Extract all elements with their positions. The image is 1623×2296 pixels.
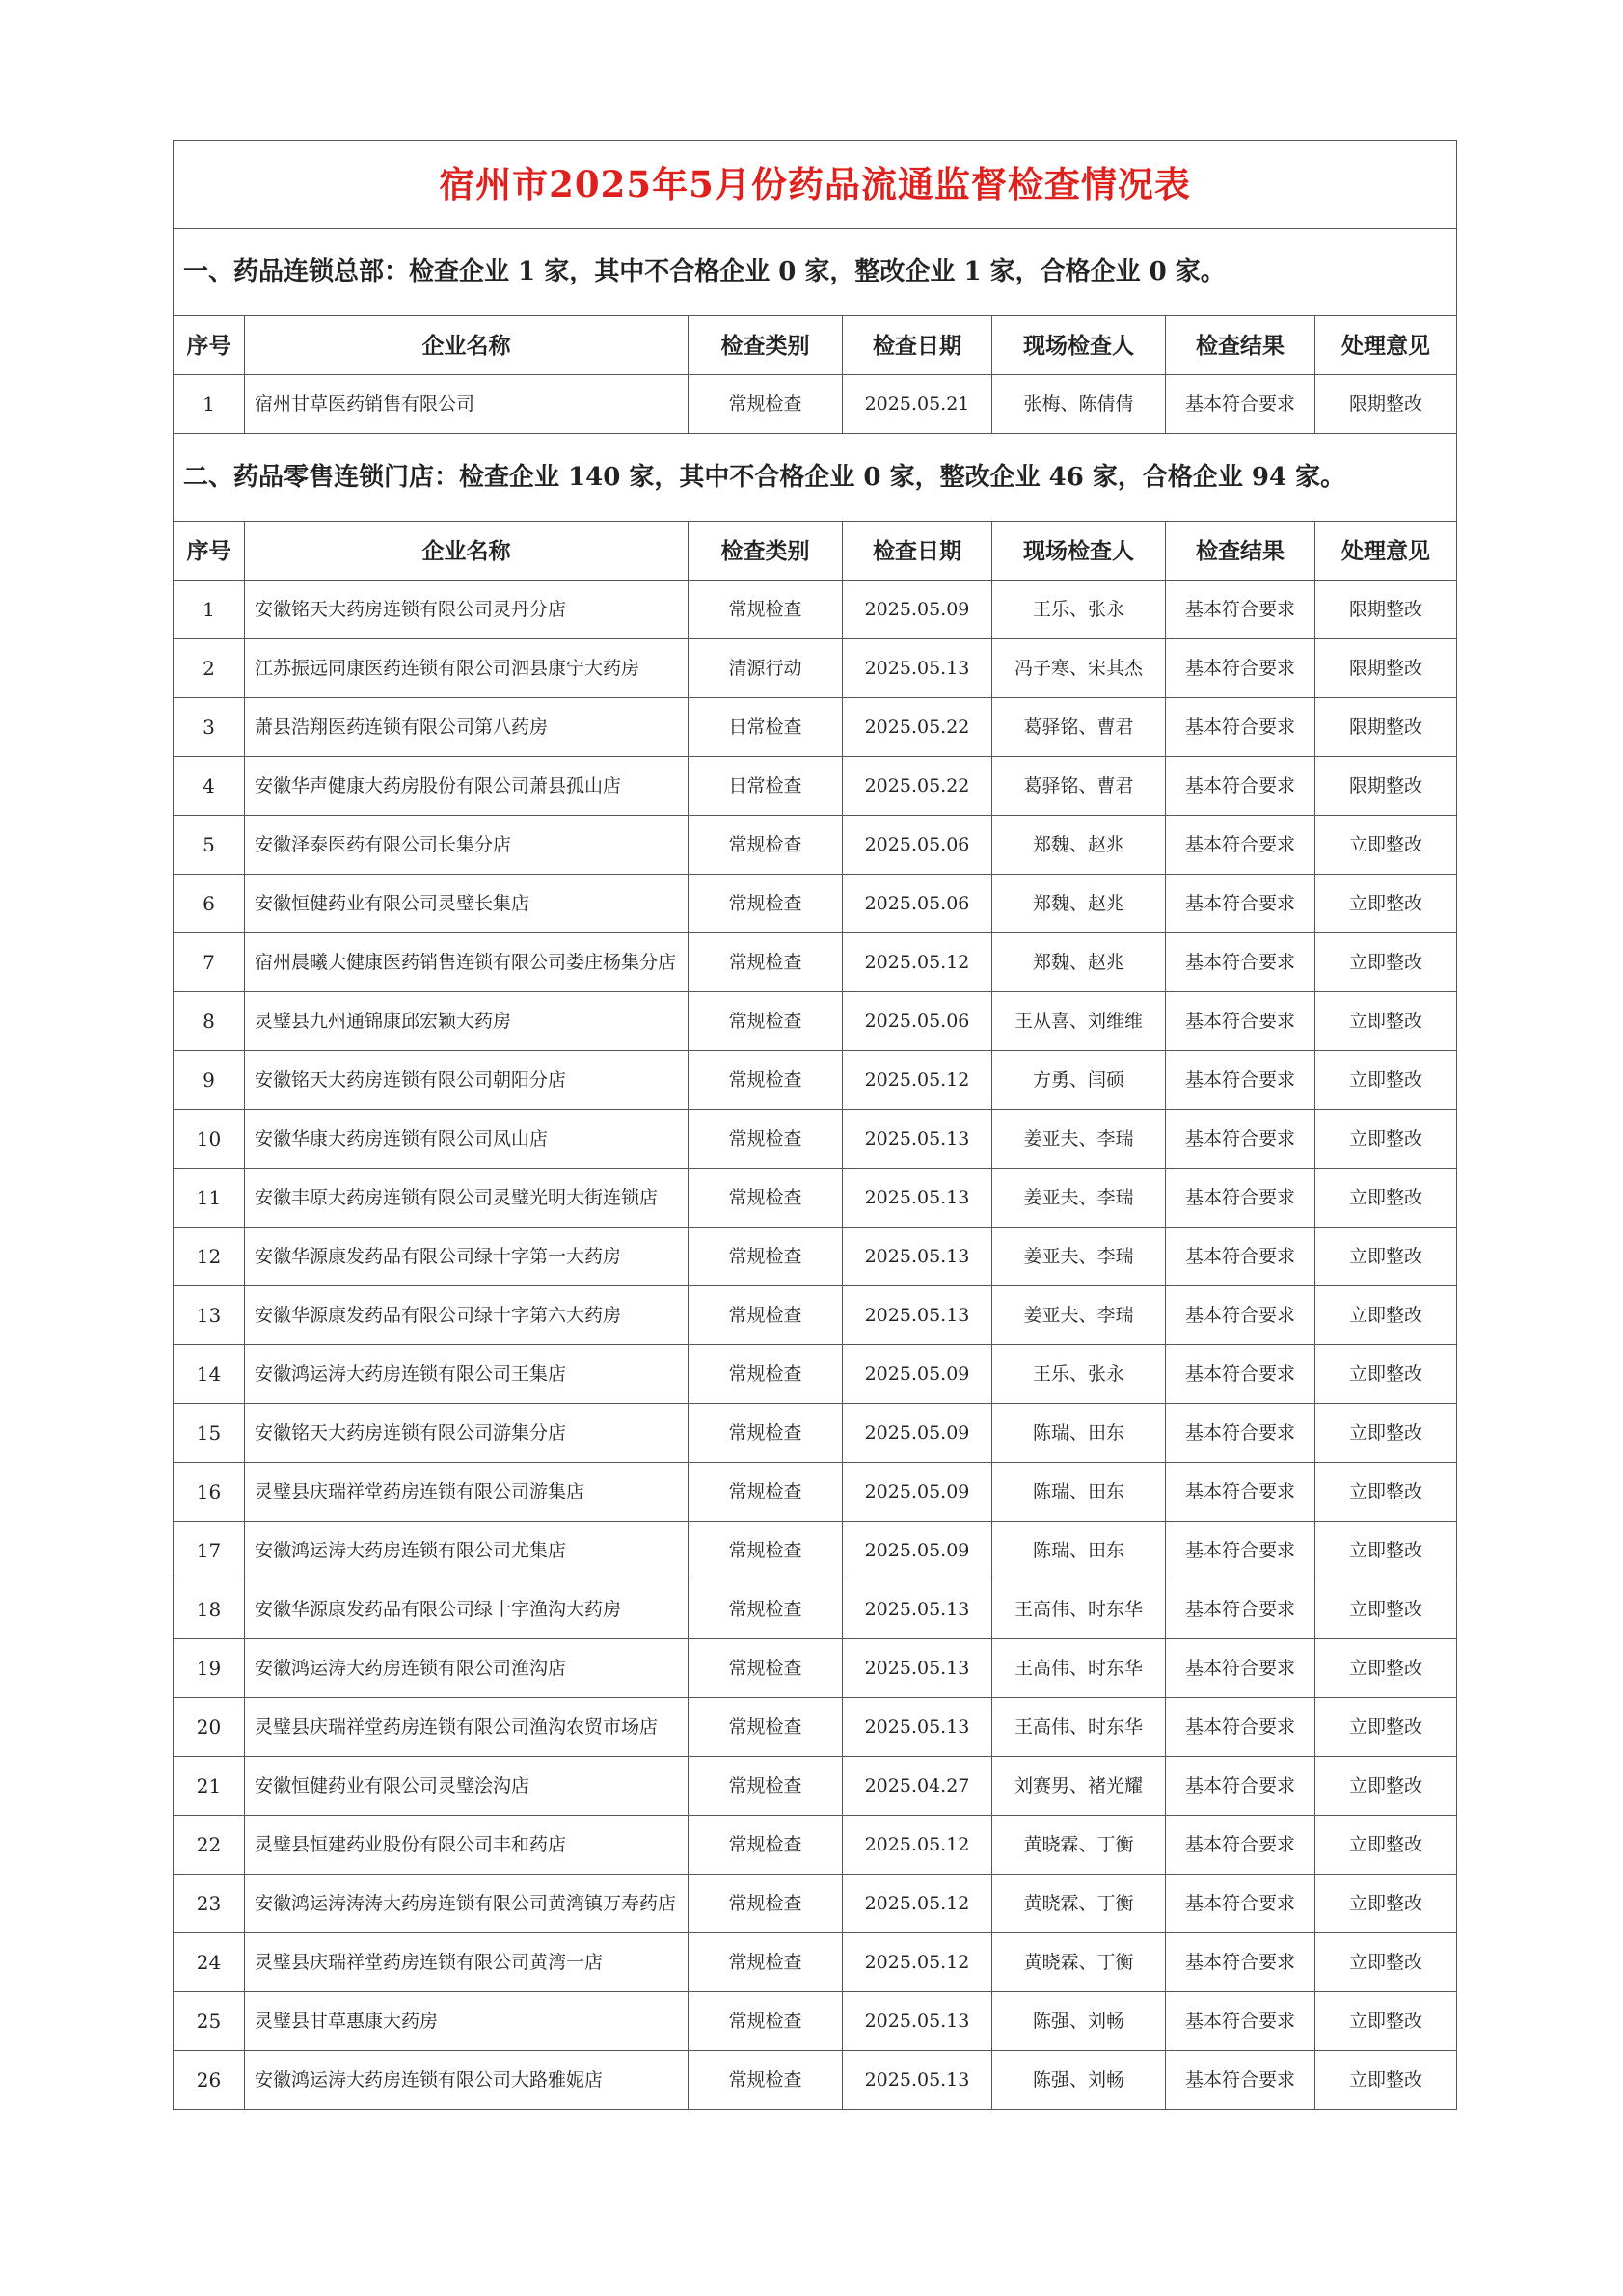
col-action: 限期整改: [1315, 698, 1457, 757]
table-row: [174, 1698, 1457, 1757]
col-inspector: 陈瑞、田东: [992, 1404, 1166, 1463]
section-heading: 一、药品连锁总部：检查企业 1 家，其中不合格企业 0 家，整改企业 1 家，合格企业 0 家。: [174, 229, 1457, 316]
col-result: 基本符合要求: [1166, 698, 1315, 757]
col-seq: 11: [174, 1169, 245, 1228]
col-seq: 1: [174, 581, 245, 639]
col-type: 日常检查: [689, 757, 843, 816]
col-type: 常规检查: [689, 1286, 843, 1345]
col-action: 限期整改: [1315, 757, 1457, 816]
col-action: 立即整改: [1315, 1051, 1457, 1110]
col-result: 基本符合要求: [1166, 581, 1315, 639]
col-company: 安徽鸿运涛大药房连锁有限公司尤集店: [245, 1522, 689, 1580]
table-row: [174, 1286, 1457, 1345]
col-result: 基本符合要求: [1166, 816, 1315, 875]
col-type: 常规检查: [689, 1463, 843, 1522]
col-result: 基本符合要求: [1166, 1463, 1315, 1522]
col-company: 安徽恒健药业有限公司灵璧浍沟店: [245, 1757, 689, 1816]
col-inspector: 陈强、刘畅: [992, 1992, 1166, 2051]
col-type: 常规检查: [689, 1992, 843, 2051]
table-row: [174, 1757, 1457, 1816]
col-inspector: 王从喜、刘维维: [992, 992, 1166, 1051]
table-row: [174, 1816, 1457, 1875]
col-action: 限期整改: [1315, 581, 1457, 639]
col-result: 基本符合要求: [1166, 1051, 1315, 1110]
col-seq: 25: [174, 1992, 245, 2051]
column-header: 序号: [174, 316, 245, 375]
col-action: 立即整改: [1315, 1816, 1457, 1875]
column-header: 处理意见: [1315, 522, 1457, 581]
col-inspector: 黄晓霖、丁衡: [992, 1875, 1166, 1933]
col-action: 立即整改: [1315, 1169, 1457, 1228]
col-action: 立即整改: [1315, 2051, 1457, 2110]
col-action: 立即整改: [1315, 1698, 1457, 1757]
col-action: 立即整改: [1315, 875, 1457, 933]
col-type: 常规检查: [689, 1169, 843, 1228]
col-action: 立即整改: [1315, 1522, 1457, 1580]
header-row: [174, 316, 1457, 375]
table-row: [174, 1933, 1457, 1992]
col-date: 2025.05.12: [843, 1933, 992, 1992]
col-type: 日常检查: [689, 698, 843, 757]
col-company: 灵璧县庆瑞祥堂药房连锁有限公司黄湾一店: [245, 1933, 689, 1992]
col-date: 2025.05.13: [843, 1639, 992, 1698]
col-seq: 12: [174, 1228, 245, 1286]
col-action: 立即整改: [1315, 1228, 1457, 1286]
col-type: 常规检查: [689, 1816, 843, 1875]
col-company: 江苏振远同康医药连锁有限公司泗县康宁大药房: [245, 639, 689, 698]
col-date: 2025.05.22: [843, 757, 992, 816]
col-action: 立即整改: [1315, 1875, 1457, 1933]
col-action: 立即整改: [1315, 1286, 1457, 1345]
col-inspector: 姜亚夫、李瑞: [992, 1228, 1166, 1286]
col-type: 常规检查: [689, 992, 843, 1051]
col-seq: 23: [174, 1875, 245, 1933]
col-seq: 16: [174, 1463, 245, 1522]
col-result: 基本符合要求: [1166, 1286, 1315, 1345]
col-result: 基本符合要求: [1166, 757, 1315, 816]
col-date: 2025.05.13: [843, 1698, 992, 1757]
col-date: 2025.05.09: [843, 581, 992, 639]
col-seq: 10: [174, 1110, 245, 1169]
table-row: [174, 1639, 1457, 1698]
col-inspector: 郑魏、赵兆: [992, 933, 1166, 992]
column-header: 检查类别: [689, 522, 843, 581]
col-inspector: 王乐、张永: [992, 1345, 1166, 1404]
column-header: 检查日期: [843, 522, 992, 581]
col-company: 灵璧县九州通锦康邱宏颖大药房: [245, 992, 689, 1051]
section-row: [174, 229, 1457, 316]
title-row: [174, 141, 1457, 229]
section-row: [174, 434, 1457, 522]
col-seq: 9: [174, 1051, 245, 1110]
col-date: 2025.05.09: [843, 1463, 992, 1522]
col-result: 基本符合要求: [1166, 992, 1315, 1051]
col-result: 基本符合要求: [1166, 375, 1315, 434]
col-result: 基本符合要求: [1166, 1110, 1315, 1169]
col-company: 安徽铭天大药房连锁有限公司灵丹分店: [245, 581, 689, 639]
col-inspector: 王高伟、时东华: [992, 1639, 1166, 1698]
col-company: 安徽铭天大药房连锁有限公司游集分店: [245, 1404, 689, 1463]
col-company: 安徽华源康发药品有限公司绿十字第六大药房: [245, 1286, 689, 1345]
column-header: 检查结果: [1166, 316, 1315, 375]
col-date: 2025.05.12: [843, 933, 992, 992]
col-seq: 15: [174, 1404, 245, 1463]
column-header: 处理意见: [1315, 316, 1457, 375]
col-seq: 5: [174, 816, 245, 875]
col-date: 2025.05.13: [843, 2051, 992, 2110]
col-result: 基本符合要求: [1166, 1992, 1315, 2051]
col-company: 安徽泽泰医药有限公司长集分店: [245, 816, 689, 875]
col-action: 立即整改: [1315, 816, 1457, 875]
inspection-table: [173, 140, 1457, 2110]
col-result: 基本符合要求: [1166, 1639, 1315, 1698]
col-type: 常规检查: [689, 875, 843, 933]
col-type: 常规检查: [689, 1757, 843, 1816]
col-date: 2025.05.06: [843, 875, 992, 933]
table-row: [174, 933, 1457, 992]
col-inspector: 葛驿铭、曹君: [992, 757, 1166, 816]
col-seq: 2: [174, 639, 245, 698]
col-result: 基本符合要求: [1166, 933, 1315, 992]
table-row: [174, 1404, 1457, 1463]
col-action: 立即整改: [1315, 1345, 1457, 1404]
col-type: 常规检查: [689, 1110, 843, 1169]
table-row: [174, 1228, 1457, 1286]
col-date: 2025.05.13: [843, 639, 992, 698]
col-date: 2025.05.12: [843, 1051, 992, 1110]
table-row: [174, 1875, 1457, 1933]
col-company: 安徽华声健康大药房股份有限公司萧县孤山店: [245, 757, 689, 816]
col-company: 灵璧县庆瑞祥堂药房连锁有限公司渔沟农贸市场店: [245, 1698, 689, 1757]
col-seq: 19: [174, 1639, 245, 1698]
col-result: 基本符合要求: [1166, 1757, 1315, 1816]
col-action: 立即整改: [1315, 933, 1457, 992]
col-company: 宿州甘草医药销售有限公司: [245, 375, 689, 434]
column-header: 现场检查人: [992, 316, 1166, 375]
col-inspector: 陈瑞、田东: [992, 1463, 1166, 1522]
col-result: 基本符合要求: [1166, 1580, 1315, 1639]
col-seq: 8: [174, 992, 245, 1051]
col-seq: 22: [174, 1816, 245, 1875]
col-action: 立即整改: [1315, 1992, 1457, 2051]
col-seq: 17: [174, 1522, 245, 1580]
col-seq: 24: [174, 1933, 245, 1992]
col-company: 安徽鸿运涛涛涛大药房连锁有限公司黄湾镇万寿药店: [245, 1875, 689, 1933]
col-action: 立即整改: [1315, 992, 1457, 1051]
col-result: 基本符合要求: [1166, 2051, 1315, 2110]
col-type: 常规检查: [689, 1404, 843, 1463]
col-date: 2025.04.27: [843, 1757, 992, 1816]
column-header: 企业名称: [245, 522, 689, 581]
column-header: 企业名称: [245, 316, 689, 375]
col-result: 基本符合要求: [1166, 639, 1315, 698]
col-type: 常规检查: [689, 1522, 843, 1580]
col-type: 常规检查: [689, 1228, 843, 1286]
col-company: 安徽华源康发药品有限公司绿十字渔沟大药房: [245, 1580, 689, 1639]
col-type: 常规检查: [689, 1933, 843, 1992]
col-action: 立即整改: [1315, 1404, 1457, 1463]
table-row: [174, 375, 1457, 434]
page-title: 宿州市2025年5月份药品流通监督检查情况表: [174, 141, 1457, 229]
col-type: 常规检查: [689, 1345, 843, 1404]
header-row: [174, 522, 1457, 581]
col-type: 常规检查: [689, 1639, 843, 1698]
col-type: 常规检查: [689, 1580, 843, 1639]
table-row: [174, 816, 1457, 875]
col-company: 安徽鸿运涛大药房连锁有限公司大路雅妮店: [245, 2051, 689, 2110]
column-header: 检查结果: [1166, 522, 1315, 581]
table-row: [174, 757, 1457, 816]
col-seq: 21: [174, 1757, 245, 1816]
col-seq: 7: [174, 933, 245, 992]
col-company: 安徽丰原大药房连锁有限公司灵璧光明大街连锁店: [245, 1169, 689, 1228]
col-result: 基本符合要求: [1166, 1228, 1315, 1286]
col-type: 常规检查: [689, 1698, 843, 1757]
col-inspector: 王乐、张永: [992, 581, 1166, 639]
col-company: 灵璧县甘草惠康大药房: [245, 1992, 689, 2051]
col-company: 灵璧县庆瑞祥堂药房连锁有限公司游集店: [245, 1463, 689, 1522]
col-company: 安徽华康大药房连锁有限公司凤山店: [245, 1110, 689, 1169]
table-row: [174, 1992, 1457, 2051]
table-row: [174, 2051, 1457, 2110]
col-company: 安徽鸿运涛大药房连锁有限公司渔沟店: [245, 1639, 689, 1698]
col-company: 安徽恒健药业有限公司灵璧长集店: [245, 875, 689, 933]
col-date: 2025.05.13: [843, 1228, 992, 1286]
col-company: 宿州晨曦大健康医药销售连锁有限公司娄庄杨集分店: [245, 933, 689, 992]
col-company: 安徽铭天大药房连锁有限公司朝阳分店: [245, 1051, 689, 1110]
col-action: 立即整改: [1315, 1463, 1457, 1522]
table-row: [174, 1522, 1457, 1580]
col-inspector: 黄晓霖、丁衡: [992, 1933, 1166, 1992]
col-date: 2025.05.09: [843, 1404, 992, 1463]
column-header: 检查类别: [689, 316, 843, 375]
col-seq: 3: [174, 698, 245, 757]
col-date: 2025.05.13: [843, 1286, 992, 1345]
table-row: [174, 1051, 1457, 1110]
column-header: 现场检查人: [992, 522, 1166, 581]
col-result: 基本符合要求: [1166, 1522, 1315, 1580]
table-row: [174, 1580, 1457, 1639]
col-inspector: 郑魏、赵兆: [992, 816, 1166, 875]
col-inspector: 王高伟、时东华: [992, 1698, 1166, 1757]
col-result: 基本符合要求: [1166, 1345, 1315, 1404]
col-inspector: 冯子寒、宋其杰: [992, 639, 1166, 698]
col-action: 限期整改: [1315, 375, 1457, 434]
col-type: 清源行动: [689, 639, 843, 698]
col-type: 常规检查: [689, 933, 843, 992]
table-row: [174, 992, 1457, 1051]
col-seq: 14: [174, 1345, 245, 1404]
col-action: 限期整改: [1315, 639, 1457, 698]
col-result: 基本符合要求: [1166, 1404, 1315, 1463]
col-date: 2025.05.12: [843, 1875, 992, 1933]
col-date: 2025.05.13: [843, 1992, 992, 2051]
col-date: 2025.05.06: [843, 816, 992, 875]
col-action: 立即整改: [1315, 1639, 1457, 1698]
table-row: [174, 639, 1457, 698]
col-date: 2025.05.13: [843, 1110, 992, 1169]
col-inspector: 王高伟、时东华: [992, 1580, 1166, 1639]
col-date: 2025.05.22: [843, 698, 992, 757]
table-row: [174, 875, 1457, 933]
col-result: 基本符合要求: [1166, 875, 1315, 933]
table-row: [174, 581, 1457, 639]
section-heading: 二、药品零售连锁门店：检查企业 140 家，其中不合格企业 0 家，整改企业 46 家，合格企业 94 家。: [174, 434, 1457, 522]
col-date: 2025.05.13: [843, 1169, 992, 1228]
table-row: [174, 1463, 1457, 1522]
col-result: 基本符合要求: [1166, 1875, 1315, 1933]
col-result: 基本符合要求: [1166, 1933, 1315, 1992]
table-row: [174, 1110, 1457, 1169]
col-type: 常规检查: [689, 1875, 843, 1933]
col-result: 基本符合要求: [1166, 1816, 1315, 1875]
col-inspector: 刘赛男、褚光耀: [992, 1757, 1166, 1816]
col-action: 立即整改: [1315, 1110, 1457, 1169]
col-date: 2025.05.21: [843, 375, 992, 434]
table-row: [174, 698, 1457, 757]
col-inspector: 方勇、闫硕: [992, 1051, 1166, 1110]
col-action: 立即整改: [1315, 1757, 1457, 1816]
col-date: 2025.05.09: [843, 1522, 992, 1580]
table-row: [174, 1345, 1457, 1404]
col-inspector: 陈瑞、田东: [992, 1522, 1166, 1580]
col-type: 常规检查: [689, 2051, 843, 2110]
table-row: [174, 1169, 1457, 1228]
col-type: 常规检查: [689, 375, 843, 434]
col-company: 灵璧县恒建药业股份有限公司丰和药店: [245, 1816, 689, 1875]
col-seq: 26: [174, 2051, 245, 2110]
col-inspector: 姜亚夫、李瑞: [992, 1169, 1166, 1228]
col-seq: 4: [174, 757, 245, 816]
col-type: 常规检查: [689, 581, 843, 639]
col-inspector: 黄晓霖、丁衡: [992, 1816, 1166, 1875]
col-date: 2025.05.06: [843, 992, 992, 1051]
col-date: 2025.05.09: [843, 1345, 992, 1404]
col-company: 萧县浩翔医药连锁有限公司第八药房: [245, 698, 689, 757]
col-inspector: 姜亚夫、李瑞: [992, 1286, 1166, 1345]
col-company: 安徽鸿运涛大药房连锁有限公司王集店: [245, 1345, 689, 1404]
col-date: 2025.05.12: [843, 1816, 992, 1875]
col-seq: 18: [174, 1580, 245, 1639]
col-inspector: 郑魏、赵兆: [992, 875, 1166, 933]
col-seq: 20: [174, 1698, 245, 1757]
col-inspector: 姜亚夫、李瑞: [992, 1110, 1166, 1169]
col-seq: 1: [174, 375, 245, 434]
col-type: 常规检查: [689, 1051, 843, 1110]
col-inspector: 张梅、陈倩倩: [992, 375, 1166, 434]
col-seq: 6: [174, 875, 245, 933]
col-company: 安徽华源康发药品有限公司绿十字第一大药房: [245, 1228, 689, 1286]
col-inspector: 葛驿铭、曹君: [992, 698, 1166, 757]
col-action: 立即整改: [1315, 1933, 1457, 1992]
column-header: 序号: [174, 522, 245, 581]
col-type: 常规检查: [689, 816, 843, 875]
col-result: 基本符合要求: [1166, 1169, 1315, 1228]
col-seq: 13: [174, 1286, 245, 1345]
col-action: 立即整改: [1315, 1580, 1457, 1639]
column-header: 检查日期: [843, 316, 992, 375]
col-date: 2025.05.13: [843, 1580, 992, 1639]
col-result: 基本符合要求: [1166, 1698, 1315, 1757]
col-inspector: 陈强、刘畅: [992, 2051, 1166, 2110]
